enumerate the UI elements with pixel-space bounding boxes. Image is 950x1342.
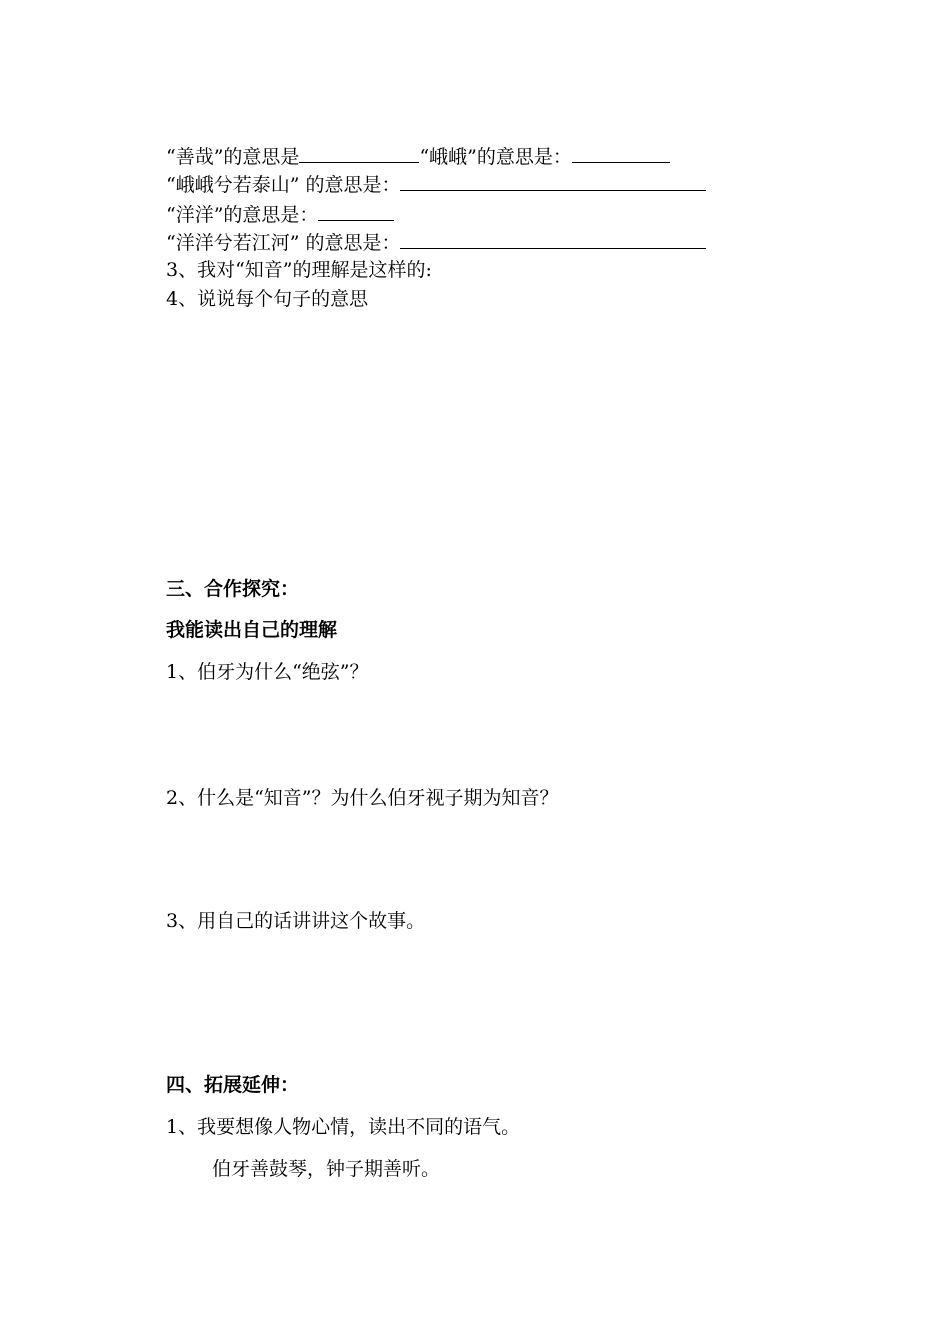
q-taishan-label: “峨峨兮若泰山” 的意思是： <box>166 174 401 196</box>
q-jianghe-label: “洋洋兮若江河” 的意思是： <box>166 232 401 254</box>
item-zhiyin-understanding: 3、我对“知音”的理解是这样的: <box>166 259 432 281</box>
q-shanzai-label: “善哉”的意思是 <box>166 146 300 168</box>
fill-in-line-1 <box>166 143 670 170</box>
q-ee-label: “峨峨”的意思是： <box>419 146 572 168</box>
fill-in-line-2 <box>166 171 706 198</box>
section3-question-2: 2、什么是“知音”？为什么伯牙视子期为知音？ <box>166 787 559 809</box>
answer-blank-yangyang[interactable] <box>318 201 394 221</box>
answer-blank-jianghe[interactable] <box>400 229 706 249</box>
section4-sentence: 伯牙善鼓琴，钟子期善听。 <box>212 1158 441 1180</box>
item-sentence-meaning: 4、说说每个句子的意思 <box>166 288 369 310</box>
q-yangyang-label: “洋洋”的意思是： <box>166 204 319 226</box>
section3-heading: 三、合作探究： <box>166 578 300 600</box>
fill-in-line-3 <box>166 201 394 228</box>
section3-question-1: 1、伯牙为什么“绝弦”？ <box>166 661 369 683</box>
section4-question-1: 1、我要想像人物心情，读出不同的语气。 <box>166 1116 521 1138</box>
answer-blank-shanzai[interactable] <box>299 143 419 163</box>
section3-subheading: 我能读出自己的理解 <box>166 619 338 641</box>
answer-blank-taishan[interactable] <box>400 171 706 191</box>
answer-blank-ee[interactable] <box>572 143 670 163</box>
fill-in-line-4 <box>166 229 706 256</box>
section4-heading: 四、拓展延伸： <box>166 1074 300 1096</box>
section3-question-3: 3、用自己的话讲讲这个故事。 <box>166 910 426 932</box>
